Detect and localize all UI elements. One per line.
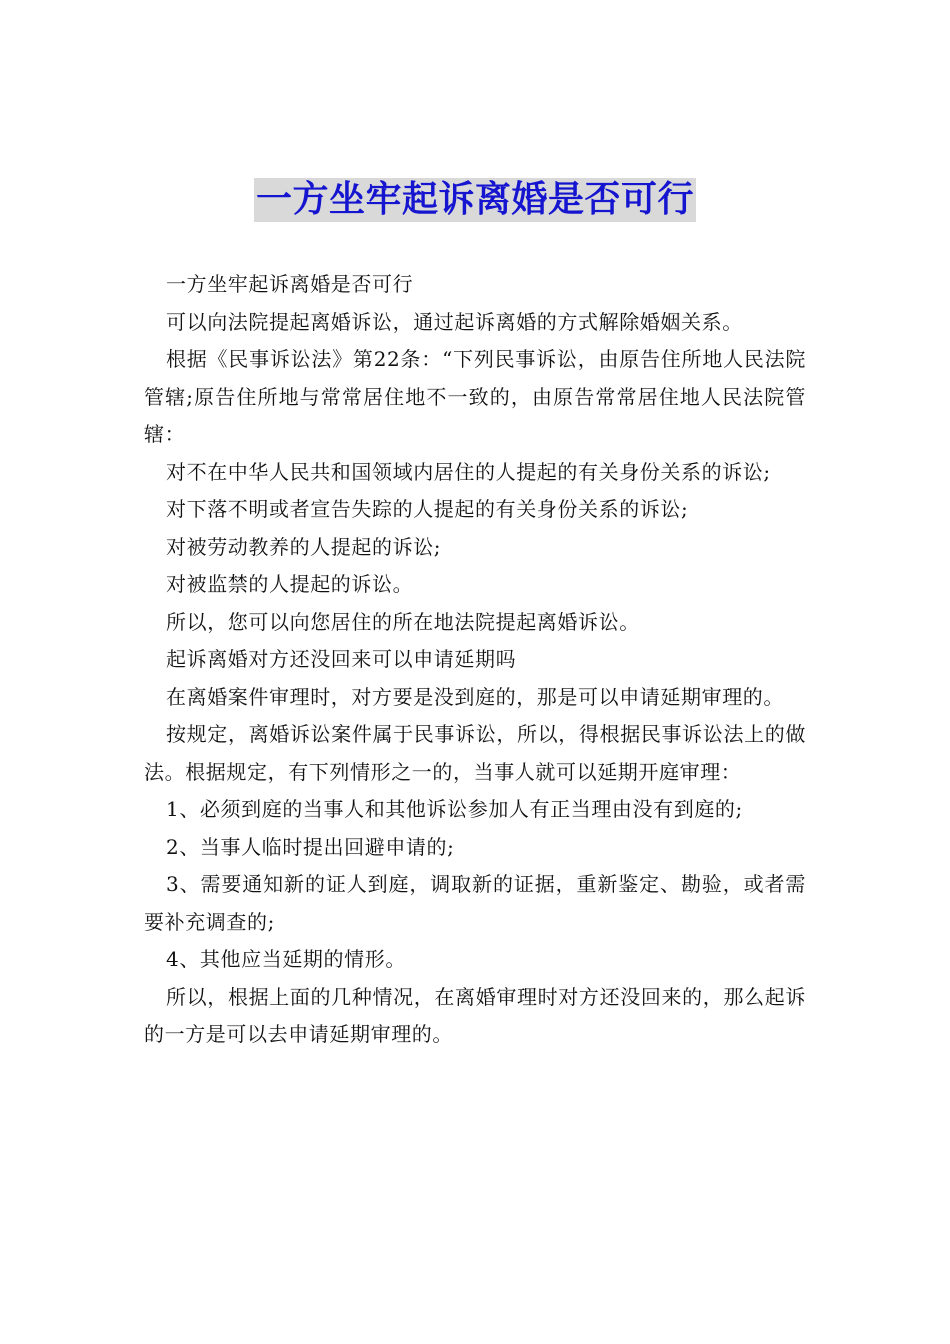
paragraph: 对被劳动教养的人提起的诉讼;: [166, 534, 442, 559]
paragraph: 所以，您可以向您居住的所在地法院提起离婚诉讼。: [166, 609, 640, 634]
paragraph: 对被监禁的人提起的诉讼。: [166, 572, 414, 596]
paragraph: 起诉离婚对方还没回来可以申请延期吗: [166, 647, 517, 671]
list-item: 4、其他应当延期的情形。: [166, 947, 406, 971]
document-body: [144, 266, 806, 1054]
document-title: 一方坐牢起诉离婚是否可行: [255, 179, 694, 220]
paragraph: 可以向法院提起离婚诉讼，通过起诉离婚的方式解除婚姻关系。: [166, 309, 743, 334]
paragraph: 根据《民事诉讼法》第22条：“下列民事诉讼，由原告住所地人民法院管辖;原告住所地与常常居住地不一致的，由原告常常居住地人民法院管辖：: [144, 347, 807, 446]
list-item: 3、需要通知新的证人到庭，调取新的证据，重新鉴定、勘验，或者需要补充调查的;: [144, 872, 806, 934]
paragraph: 对不在中华人民共和国领域内居住的人提起的有关身份关系的诉讼;: [166, 459, 771, 484]
paragraph: 所以，根据上面的几种情况，在离婚审理时对方还没回来的，那么起诉的一方是可以去申请延期审理的。: [144, 984, 806, 1046]
paragraph: 对下落不明或者宣告失踪的人提起的有关身份关系的诉讼;: [166, 497, 689, 521]
paragraph: 一方坐牢起诉离婚是否可行: [166, 272, 414, 296]
paragraph: 在离婚案件审理时，对方要是没到庭的，那是可以申请延期审理的。: [166, 684, 784, 709]
list-item: 2、当事人临时提出回避申请的;: [166, 834, 455, 859]
title-container: [0, 178, 950, 222]
list-item: 1、必须到庭的当事人和其他诉讼参加人有正当理由没有到庭的;: [166, 797, 743, 821]
paragraph: 按规定，离婚诉讼案件属于民事诉讼，所以，得根据民事诉讼法上的做法。根据规定，有下列情形之一的，当事人就可以延期开庭审理：: [144, 722, 806, 784]
